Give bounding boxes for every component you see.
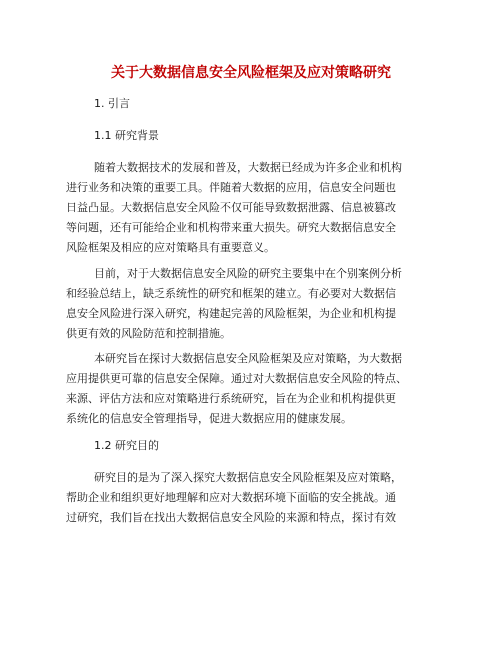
subsection-heading-purpose: 1.2 研究目的: [94, 439, 159, 452]
paragraph-line: 日益凸显。大数据信息安全风险不仅可能导致数据泄露、信息被篡改: [66, 201, 396, 214]
paragraph-line: 系统化的信息安全管理指导，促进大数据应用的健康发展。: [66, 412, 352, 425]
paragraph-4: [66, 468, 446, 528]
paragraph-line: 目前，对于大数据信息安全风险的研究主要集中在个别案例分析: [94, 267, 402, 280]
paragraph-line: 过研究，我们旨在找出大数据信息安全风险的来源和特点，探讨有效: [66, 511, 396, 524]
subsection-heading-background: 1.1 研究背景: [94, 129, 159, 142]
paragraph-line: 应用提供更可靠的信息安全保障。通过对大数据信息安全风险的特点、: [66, 372, 407, 385]
section-heading-introduction: 1. 引言: [94, 97, 130, 110]
paragraph-line: 供更有效的风险防范和控制措施。: [66, 327, 231, 340]
paragraph-line: 本研究旨在探讨大数据信息安全风险框架及应对策略，为大数据: [94, 352, 402, 365]
document-title: 关于大数据信息安全风险框架及应对策略研究: [111, 65, 391, 81]
paragraph-1: [66, 158, 446, 258]
paragraph-line: 等问题，还有可能给企业和机构带来重大损失。研究大数据信息安全: [66, 221, 396, 234]
paragraph-line: 来源、评估方法和应对策略进行系统研究，旨在为企业和机构提供更: [66, 392, 396, 405]
paragraph-line: 进行业务和决策的重要工具。伴随着大数据的应用，信息安全问题也: [66, 181, 396, 194]
paragraph-line: 研究目的是为了深入探究大数据信息安全风险框架及应对策略，: [94, 471, 402, 484]
paragraph-2: [66, 264, 446, 344]
paragraph-line: 风险框架及相应的应对策略具有重要意义。: [66, 241, 275, 254]
paragraph-line: 帮助企业和组织更好地理解和应对大数据环境下面临的安全挑战。通: [66, 491, 396, 504]
paragraph-line: 随着大数据技术的发展和普及，大数据已经成为许多企业和机构: [94, 161, 402, 174]
paragraph-line: 息安全风险进行深入研究，构建起完善的风险框架，为企业和机构提: [66, 307, 396, 320]
paragraph-line: 和经验总结上，缺乏系统性的研究和框架的建立。有必要对大数据信: [66, 287, 396, 300]
paragraph-3: [66, 349, 446, 429]
